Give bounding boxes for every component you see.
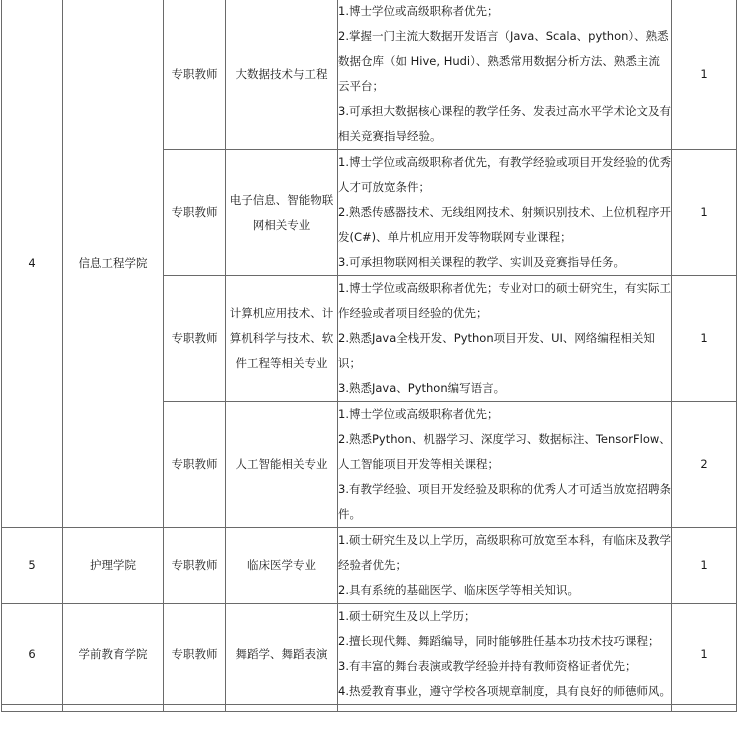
requirements <box>338 0 672 150</box>
major-field: 大数据技术与工程 <box>226 0 338 150</box>
row-number: 6 <box>2 604 63 705</box>
requirement-item: 1.硕士研究生及以上学历； <box>338 609 476 623</box>
requirement-item: 2.擅长现代舞、舞蹈编导，同时能够胜任基本功技术技巧课程； <box>338 634 660 648</box>
headcount: 2 <box>672 402 737 528</box>
table-row <box>2 604 737 705</box>
table-row <box>2 0 737 150</box>
recruitment-table-body <box>2 0 737 712</box>
requirements <box>338 402 672 528</box>
requirement-item: 2.熟悉Python、机器学习、深度学习、数据标注、TensorFlow、人工智能项目开发等相关课程； <box>338 432 671 471</box>
requirement-item: 1.博士学位或高级职称者优先； <box>338 407 499 421</box>
empty-cell <box>164 705 226 712</box>
department-name: 信息工程学院 <box>63 0 164 528</box>
major-field: 舞蹈学、舞蹈表演 <box>226 604 338 705</box>
requirements <box>338 150 672 276</box>
headcount: 1 <box>672 604 737 705</box>
position-type: 专职教师 <box>164 604 226 705</box>
major-field: 电子信息、智能物联网相关专业 <box>226 150 338 276</box>
department-name: 学前教育学院 <box>63 604 164 705</box>
empty-cell <box>226 705 338 712</box>
major-field: 人工智能相关专业 <box>226 402 338 528</box>
requirement-item: 2.熟悉Java全栈开发、Python项目开发、UI、网络编程相关知识； <box>338 331 655 370</box>
requirement-item: 3.可承担物联网相关课程的教学、实训及竞赛指导任务。 <box>338 255 625 269</box>
table-row <box>2 528 737 604</box>
position-type: 专职教师 <box>164 402 226 528</box>
position-type: 专职教师 <box>164 150 226 276</box>
headcount: 1 <box>672 0 737 150</box>
requirement-item: 4.热爱教育事业，遵守学校各项规章制度，具有良好的师德师风。 <box>338 684 671 698</box>
row-number: 5 <box>2 528 63 604</box>
requirement-item: 1.博士学位或高级职称者优先； <box>338 4 499 18</box>
position-type: 专职教师 <box>164 0 226 150</box>
empty-cell <box>2 705 63 712</box>
position-type: 专职教师 <box>164 528 226 604</box>
requirement-item: 3.可承担大数据核心课程的教学任务、发表过高水平学术论文及有相关竞赛指导经验。 <box>338 104 671 143</box>
empty-cell <box>63 705 164 712</box>
requirements <box>338 276 672 402</box>
requirement-item: 3.有教学经验、项目开发经验及职称的优秀人才可适当放宽招聘条件。 <box>338 482 671 521</box>
requirement-item: 2.具有系统的基础医学、临床医学等相关知识。 <box>338 583 579 597</box>
major-field: 临床医学专业 <box>226 528 338 604</box>
requirement-item: 1.博士学位或高级职称者优先；专业对口的硕士研究生，有实际工作经验或者项目经验的优先； <box>338 281 671 320</box>
position-type: 专职教师 <box>164 276 226 402</box>
empty-cell <box>672 705 737 712</box>
requirement-item: 3.有丰富的舞台表演或教学经验并持有教师资格证者优先； <box>338 659 637 673</box>
requirement-item: 1.博士学位或高级职称者优先，有教学经验或项目开发经验的优秀人才可放宽条件； <box>338 155 671 194</box>
headcount: 1 <box>672 528 737 604</box>
requirement-item: 3.熟悉Java、Python编写语言。 <box>338 381 506 395</box>
major-field: 计算机应用技术、计算机科学与技术、软件工程等相关专业 <box>226 276 338 402</box>
department-name: 护理学院 <box>63 528 164 604</box>
empty-cell <box>338 705 672 712</box>
requirements <box>338 604 672 705</box>
requirement-item: 2.掌握一门主流大数据开发语言（Java、Scala、python）、熟悉数据仓库（如 Hive, Hudi）、熟悉常用数据分析方法、熟悉主流云平台； <box>338 29 669 93</box>
headcount: 1 <box>672 276 737 402</box>
table-row-cutoff <box>2 705 737 712</box>
recruitment-table <box>1 0 737 712</box>
row-number: 4 <box>2 0 63 528</box>
requirements <box>338 528 672 604</box>
requirement-item: 2.熟悉传感器技术、无线组网技术、射频识别技术、上位机程序开发(C#)、单片机应用开发等物联网专业课程； <box>338 205 671 244</box>
headcount: 1 <box>672 150 737 276</box>
requirement-item: 1.硕士研究生及以上学历，高级职称可放宽至本科，有临床及教学经验者优先； <box>338 533 671 572</box>
